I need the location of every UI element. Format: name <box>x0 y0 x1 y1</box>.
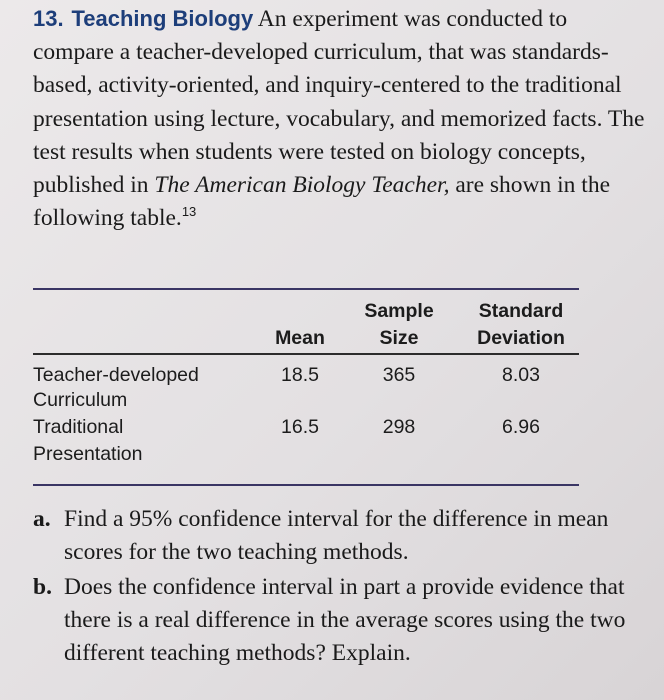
row2-sample-size: 298 <box>382 416 416 438</box>
question-a-text: Find a 95% confidence interval for the difference in mean scores for the two teaching methods. <box>64 506 609 565</box>
row2-std-dev: 6.96 <box>502 416 540 438</box>
question-b-letter: b. <box>33 574 52 600</box>
problem-number: 13. <box>33 6 64 31</box>
table-header-rule <box>33 353 579 355</box>
problem-text-end: are shown in the following table. <box>33 172 610 232</box>
header-mean: Mean <box>275 327 325 349</box>
question-b <box>33 571 653 670</box>
question-list <box>33 503 653 670</box>
question-a <box>33 503 653 569</box>
header-size: Size <box>379 327 419 349</box>
row1-std-dev: 8.03 <box>502 364 540 386</box>
header-sample: Sample <box>364 300 434 322</box>
row2-label-line1: Traditional <box>33 416 124 438</box>
header-standard: Standard <box>478 300 564 322</box>
header-deviation: Deviation <box>477 327 565 349</box>
row2-label-line2: Presentation <box>33 443 143 465</box>
row2-mean: 16.5 <box>281 416 319 438</box>
problem-text: An experiment was conducted to compare a teacher-developed curriculum, that was standards-based, activity-oriented, and inquiry-centered to the traditional presentation using lecture, vocabulary, and memorized facts. The test results when students were tested on biology concepts, published in <box>33 6 645 199</box>
table-bottom-rule <box>33 484 579 486</box>
problem-statement <box>33 2 653 235</box>
question-a-letter: a. <box>33 506 51 532</box>
journal-name: The American Biology Teacher, <box>154 172 450 199</box>
row1-label-line2: Curriculum <box>33 389 128 411</box>
problem-title: Teaching Biology <box>71 6 254 31</box>
question-b-text: Does the confidence interval in part a provide evidence that there is a real difference in the average scores using the two different teaching methods? Explain. <box>64 574 626 666</box>
table-top-rule <box>33 288 579 290</box>
footnote-reference: 13 <box>181 204 197 220</box>
row1-label-line1: Teacher-developed <box>33 364 199 386</box>
row1-mean: 18.5 <box>281 364 319 386</box>
row1-sample-size: 365 <box>382 364 416 386</box>
